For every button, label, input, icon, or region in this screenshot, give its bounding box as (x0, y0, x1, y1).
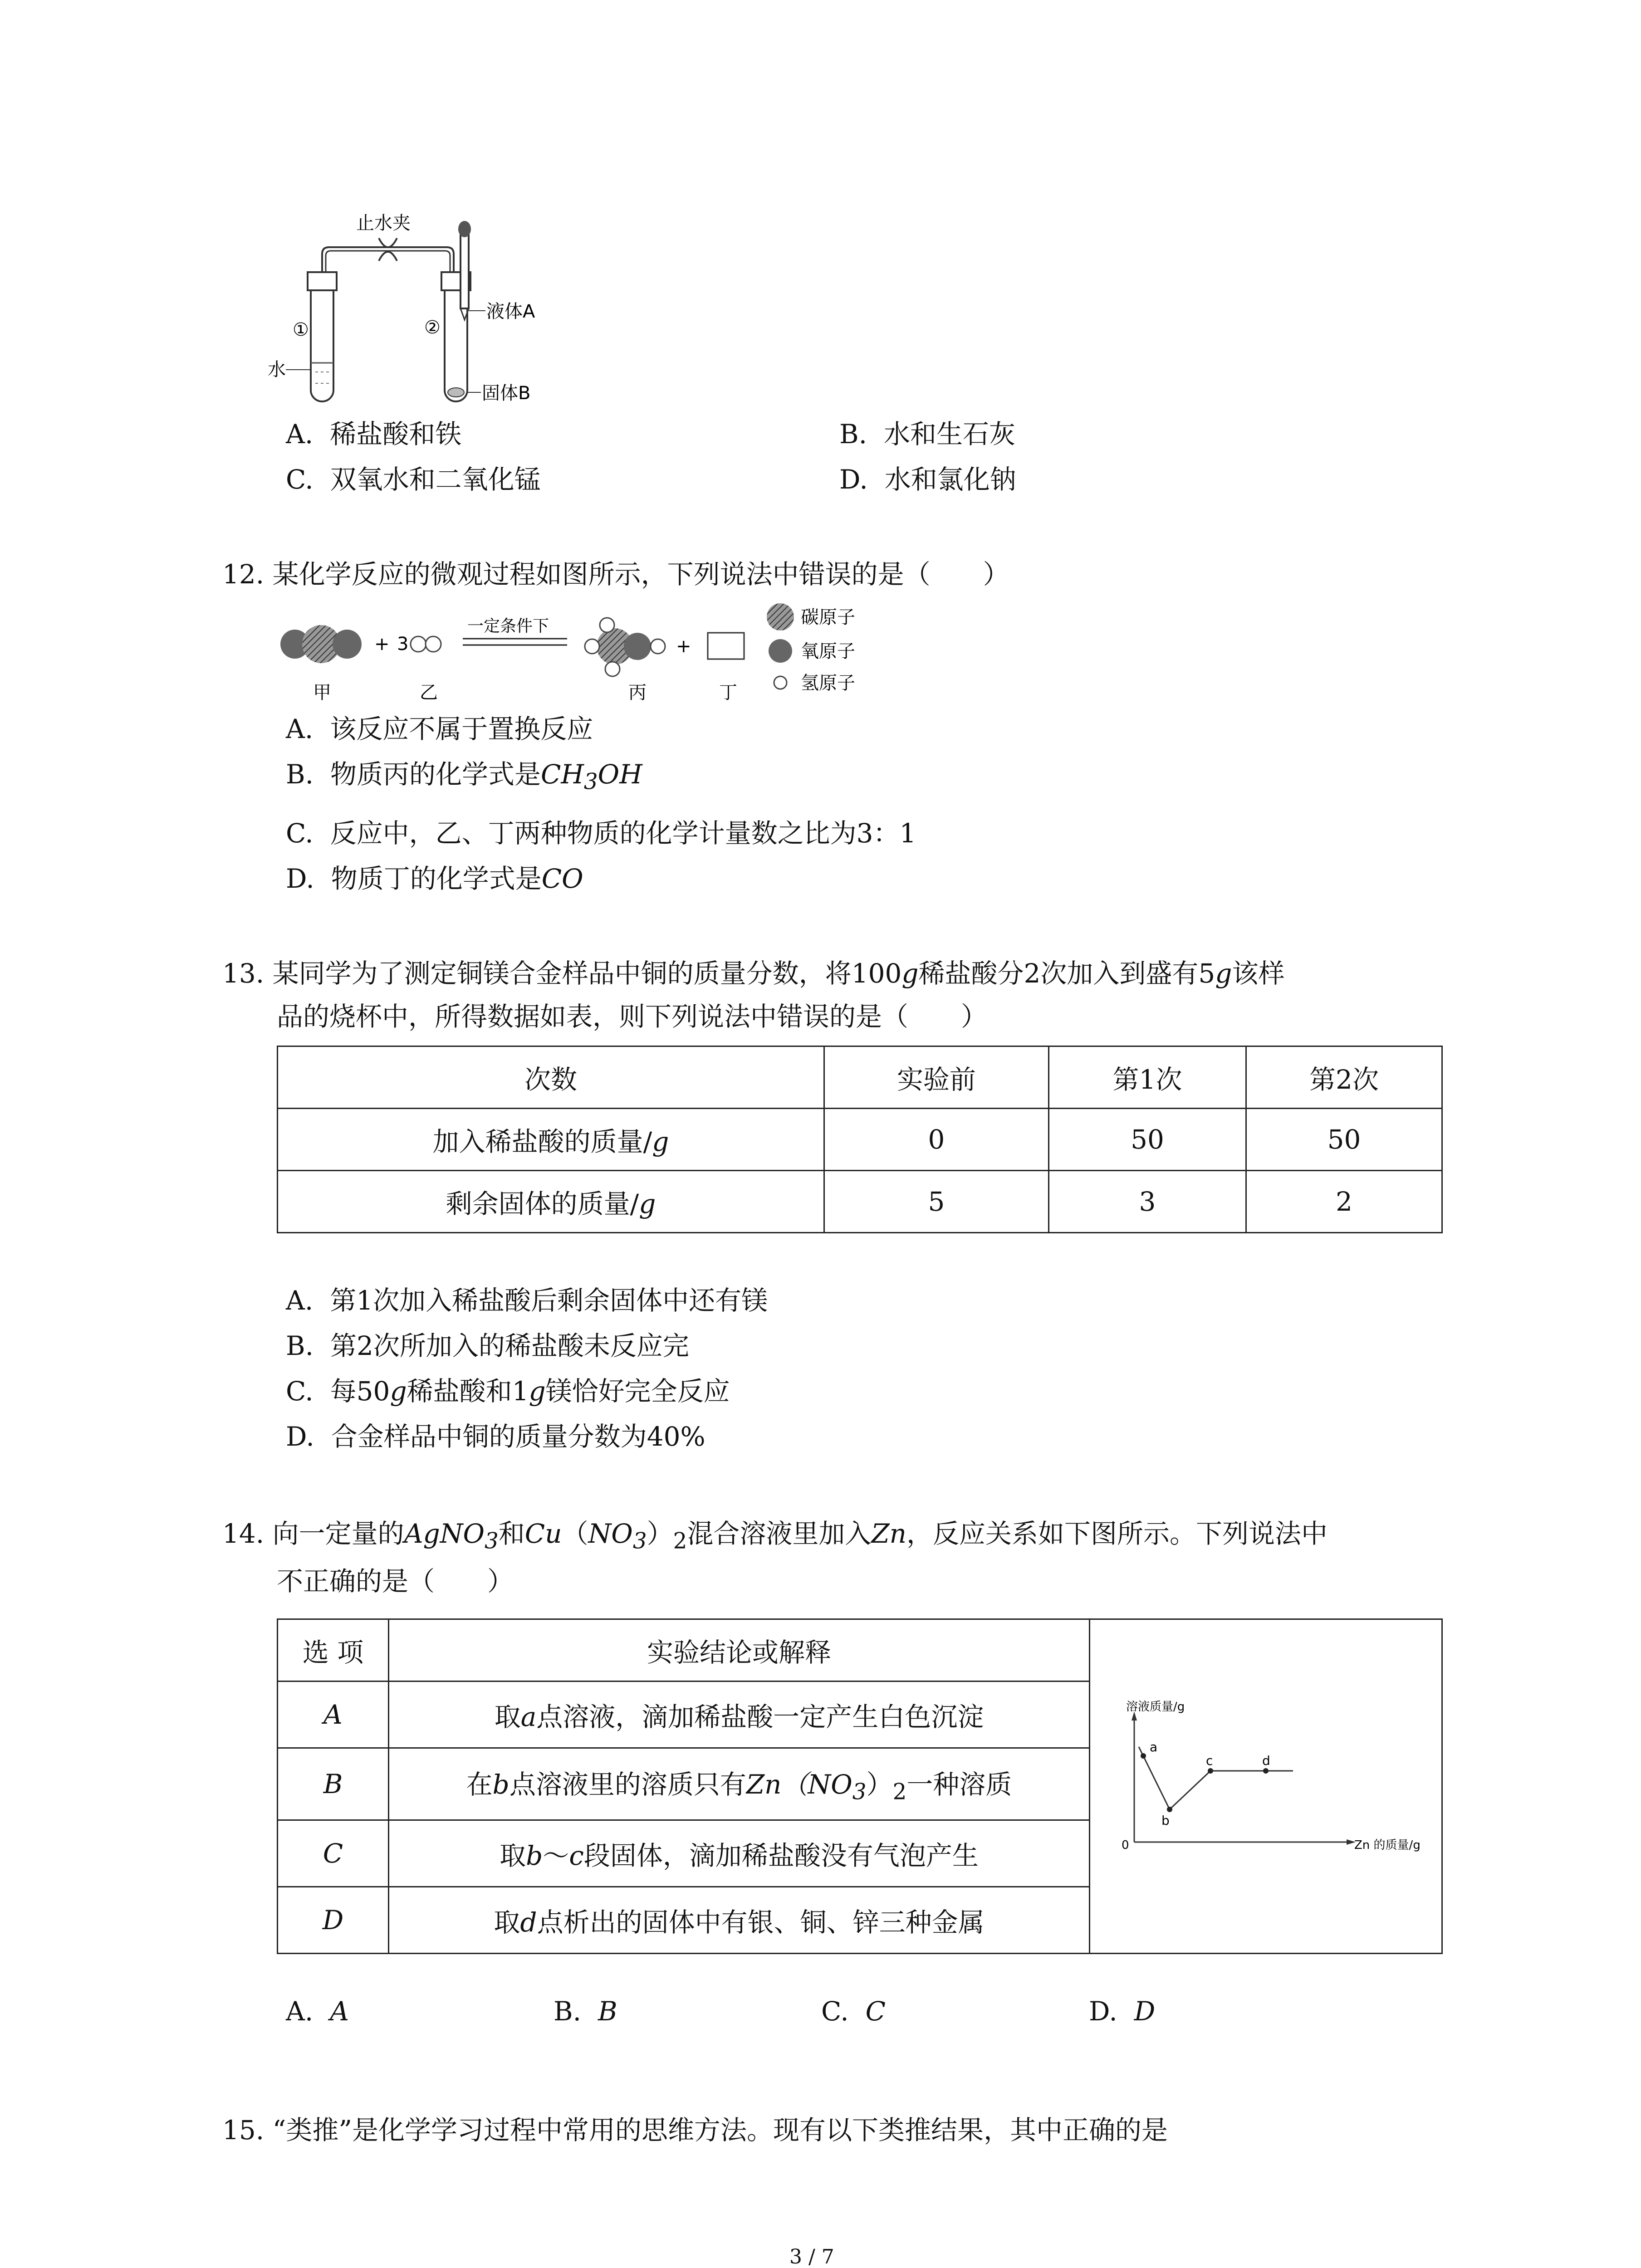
table-header-cell: 选 项 (278, 1619, 389, 1681)
svg-text:氧原子: 氧原子 (801, 641, 855, 662)
graph-y-label: 溶液质量/g (1126, 1700, 1185, 1714)
label-tube-2: ② (424, 317, 441, 338)
q14-option-c: C. C (821, 1996, 886, 2027)
q12-stem: 12. 某化学反应的微观过程如图所示，下列说法中错误的是（ ） (222, 559, 1009, 590)
graph-point-c: c (1206, 1753, 1213, 1768)
q12-option-c: C. 反应中，乙、丁两种物质的化学计量数之比为3：1 (286, 818, 916, 849)
table-header-cell: 第2次 (1246, 1046, 1442, 1109)
label-liquid-a: 液体A (486, 301, 535, 322)
label-clamp: 止水夹 (356, 213, 411, 234)
table-cell: 5 (824, 1171, 1049, 1233)
hydrogen-atom-icon (605, 662, 620, 676)
q14-stem-line-1: 14. 向一定量的AgNO$_3$和$Cu(NO_3)_2$混合溶液里加入Zn，反应关系如下图所示。下列说法中 (222, 1518, 1328, 1554)
q11-option-b: B. 水和生石灰 (839, 419, 1015, 450)
q12-option-d: D. 物质丁的化学式是CO (286, 863, 583, 894)
table-header-cell: 实验前 (824, 1046, 1049, 1109)
table-header-row (278, 1619, 1442, 1681)
table-cell: 0 (824, 1109, 1049, 1171)
q13-stem-line-2: 品的烧杯中，所得数据如表，则下列说法中错误的是（ ） (277, 1001, 988, 1032)
oxygen-atom-icon (333, 630, 362, 659)
graph-point-d: d (1262, 1753, 1270, 1768)
q13-option-a: A. 第1次加入稀盐酸后剩余固体中还有镁 (286, 1285, 768, 1316)
label-tube-1: ① (293, 319, 309, 340)
q12-option-a: A. 该反应不属于置换反应 (286, 714, 593, 744)
table-cell: 50 (1049, 1109, 1246, 1171)
table-cell: C (278, 1820, 389, 1887)
table-cell: A (278, 1681, 389, 1748)
svg-text:+: + (676, 636, 691, 657)
table-header-cell: 次数 (278, 1046, 824, 1109)
table-cell: B (278, 1748, 389, 1820)
q11-option-d: D. 水和氯化钠 (839, 464, 1016, 495)
q13-option-d: D. 合金样品中铜的质量分数为40% (286, 1421, 705, 1452)
svg-text:甲: 甲 (313, 682, 331, 703)
q11-apparatus-figure (268, 213, 585, 413)
hydrogen-atom-icon (585, 639, 599, 654)
q13-option-c: C. 每50g稀盐酸和1g镁恰好完全反应 (286, 1376, 730, 1407)
table-cell: 取d点析出的固体中有银、铜、锌三种金属 (389, 1887, 1090, 1954)
graph-point-a: a (1150, 1740, 1158, 1755)
q11-option-a: A. 稀盐酸和铁 (286, 419, 462, 450)
oxygen-atom-icon (624, 633, 651, 660)
svg-text:+: + (374, 634, 390, 655)
graph-x-label: Zn 的质量/g (1354, 1838, 1421, 1852)
svg-text:氢原子: 氢原子 (801, 673, 855, 694)
q15-stem: 15. “类推”是化学学习过程中常用的思维方法。现有以下类推结果，其中正确的是 (222, 2115, 1168, 2146)
q13-stem-line-1: 13. 某同学为了测定铜镁合金样品中铜的质量分数，将100g稀盐酸分2次加入到盛有5g该样 (222, 958, 1285, 989)
svg-text:一定条件下: 一定条件下 (467, 617, 549, 635)
table-cell: 取b～c段固体，滴加稀盐酸没有气泡产生 (389, 1820, 1090, 1887)
table-header-cell: 第1次 (1049, 1046, 1246, 1109)
q14-table (277, 1618, 1443, 1954)
page-number: 3 / 7 (789, 2245, 834, 2268)
svg-text:3: 3 (397, 634, 409, 655)
label-water: 水 (268, 359, 286, 380)
q12-reaction-figure (277, 603, 912, 708)
table-cell: 50 (1246, 1109, 1442, 1171)
hydrogen-atom-icon (600, 618, 614, 632)
q13-data-table (277, 1046, 1443, 1233)
q13-option-b: B. 第2次所加入的稀盐酸未反应完 (286, 1330, 689, 1361)
hydrogen-legend-icon (774, 676, 787, 689)
table-cell: 在b点溶液里的溶质只有$Zn(NO_3)_2$一种溶质 (389, 1748, 1090, 1820)
graph-origin: 0 (1122, 1838, 1129, 1852)
hydrogen-atom-icon (411, 636, 426, 652)
oxygen-legend-icon (769, 639, 792, 663)
svg-text:丁: 丁 (719, 682, 737, 703)
svg-text:丙: 丙 (628, 682, 647, 703)
table-cell: 取a点溶液，滴加稀盐酸一定产生白色沉淀 (389, 1681, 1090, 1748)
table-row (278, 1109, 1442, 1171)
q11-option-c: C. 双氧水和二氧化锰 (286, 464, 541, 495)
carbon-legend-icon (767, 603, 794, 631)
table-cell: 剩余固体的质量/g (278, 1171, 824, 1233)
hydrogen-atom-icon (426, 636, 441, 652)
table-cell: 加入稀盐酸的质量/g (278, 1109, 824, 1171)
label-solid-b: 固体B (482, 383, 531, 404)
hydrogen-atom-icon (651, 639, 665, 654)
svg-text:乙: 乙 (420, 682, 438, 703)
q14-stem-line-2: 不正确的是（ ） (277, 1566, 514, 1597)
table-header-cell: 实验结论或解释 (389, 1619, 1090, 1681)
q14-option-d: D. D (1089, 1996, 1156, 2027)
table-cell: D (278, 1887, 389, 1954)
table-header-row (278, 1046, 1442, 1109)
svg-text:碳原子: 碳原子 (801, 607, 855, 628)
graph-point-b: b (1161, 1813, 1170, 1828)
q12-option-b: B. 物质丙的化学式是$CH_3OH$ (286, 759, 642, 795)
table-cell: 3 (1049, 1171, 1246, 1233)
q14-graph-cell (1090, 1619, 1442, 1954)
table-cell: 2 (1246, 1171, 1442, 1233)
q14-line-graph (1093, 1692, 1438, 1874)
q14-option-a: A. A (286, 1996, 349, 2027)
table-row (278, 1171, 1442, 1233)
q14-option-b: B. B (554, 1996, 617, 2027)
